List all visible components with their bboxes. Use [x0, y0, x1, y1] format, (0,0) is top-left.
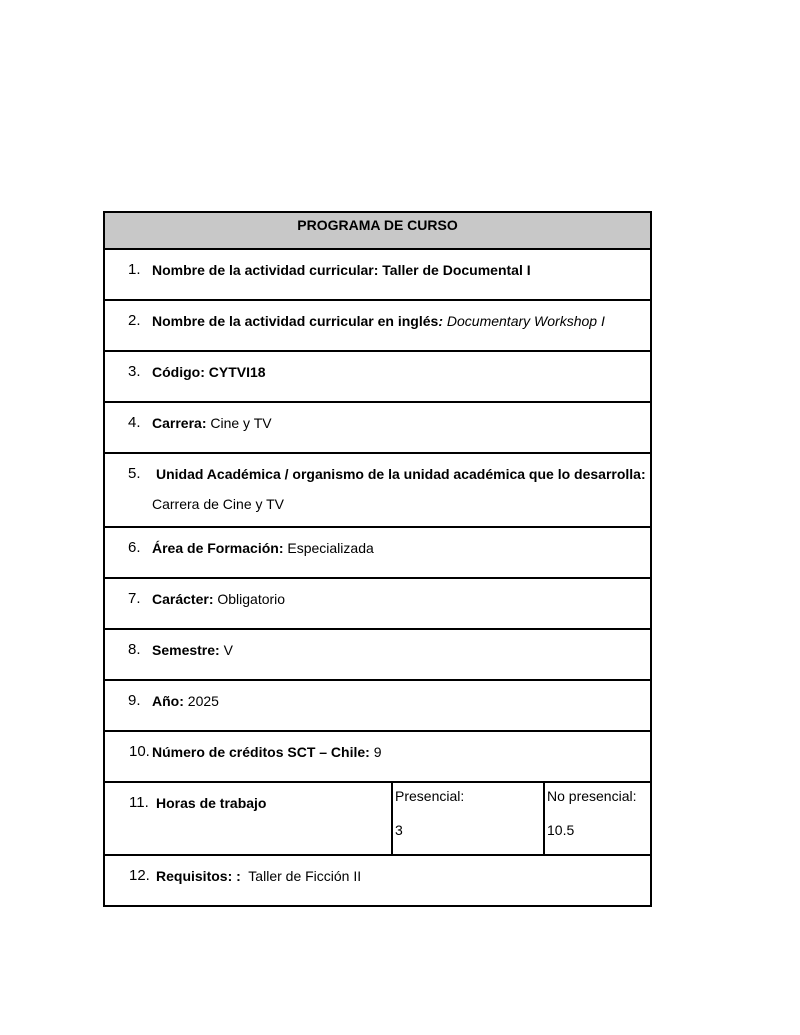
- row-content: [152, 540, 374, 556]
- row-separator: :: [438, 313, 443, 329]
- row-content: [152, 744, 382, 760]
- row-content: [152, 262, 531, 278]
- row-label: Año:: [152, 693, 184, 709]
- no-presencial-value: 10.5: [547, 822, 575, 838]
- row-content: [156, 795, 266, 811]
- row-value: Cine y TV: [206, 415, 272, 431]
- row-label: Número de créditos SCT – Chile:: [152, 744, 370, 760]
- row-content: [156, 868, 361, 884]
- row-number: 10.: [129, 743, 150, 760]
- row-value: 9: [369, 744, 382, 760]
- row-number: 4.: [128, 414, 141, 431]
- table-row: [105, 401, 650, 452]
- table-row: [105, 854, 650, 905]
- table-row: [105, 526, 650, 577]
- row-number: 9.: [128, 692, 141, 709]
- table-header: [105, 213, 650, 248]
- row-label: Nombre de la actividad curricular: Taller de Documental I: [152, 262, 531, 278]
- row-label: Requisitos: :: [156, 868, 241, 884]
- table-row: [105, 577, 650, 628]
- presencial-cell: [391, 783, 543, 854]
- row-label: Carácter:: [152, 591, 214, 607]
- row-number: 6.: [128, 539, 141, 556]
- row-content: [152, 693, 219, 709]
- presencial-value: 3: [395, 822, 403, 838]
- row-number: 3.: [128, 363, 141, 380]
- row-value: Especializada: [283, 540, 374, 556]
- row-label: Horas de trabajo: [156, 795, 267, 811]
- row-content: [152, 364, 266, 380]
- row-value: 2025: [183, 693, 219, 709]
- table-row: [105, 350, 650, 401]
- row-content: [152, 313, 605, 329]
- row-value: Obligatorio: [213, 591, 286, 607]
- row-value: Taller de Ficción II: [240, 868, 362, 884]
- row-number: 5.: [128, 465, 141, 482]
- table-row: [105, 248, 650, 299]
- course-program-table: [103, 211, 652, 907]
- row-content: [156, 466, 646, 482]
- row-value: Carrera de Cine y TV: [152, 496, 285, 512]
- row-label: Código: CYTVI18: [152, 364, 266, 380]
- row-number: 7.: [128, 590, 141, 607]
- row-number: 12.: [129, 867, 150, 884]
- no-presencial-label: No presencial:: [547, 788, 637, 804]
- row-content: [152, 591, 285, 607]
- row-label: Unidad Académica / organismo de la unidad académica que lo desarrolla:: [156, 466, 646, 482]
- table-row: [105, 299, 650, 350]
- row-label: Carrera:: [152, 415, 207, 431]
- row-number: 11.: [129, 794, 149, 811]
- row-label: Semestre:: [152, 642, 220, 658]
- table-row: [105, 679, 650, 730]
- table-row: [105, 628, 650, 679]
- row-content: [152, 415, 272, 431]
- table-title: PROGRAMA DE CURSO: [297, 217, 458, 233]
- table-row: [105, 730, 650, 781]
- presencial-label: Presencial:: [395, 788, 465, 804]
- row-value: V: [219, 642, 233, 658]
- table-row: [105, 781, 650, 854]
- row-label: Nombre de la actividad curricular en inglés: [152, 313, 439, 329]
- row-number: 8.: [128, 641, 141, 658]
- row-content: [152, 642, 233, 658]
- no-presencial-cell: [543, 783, 650, 854]
- row-label: Área de Formación:: [152, 540, 284, 556]
- row-number: 2.: [128, 312, 141, 329]
- row-number: 1.: [128, 261, 141, 278]
- table-row: [105, 452, 650, 526]
- row-value: Documentary Workshop I: [443, 313, 605, 329]
